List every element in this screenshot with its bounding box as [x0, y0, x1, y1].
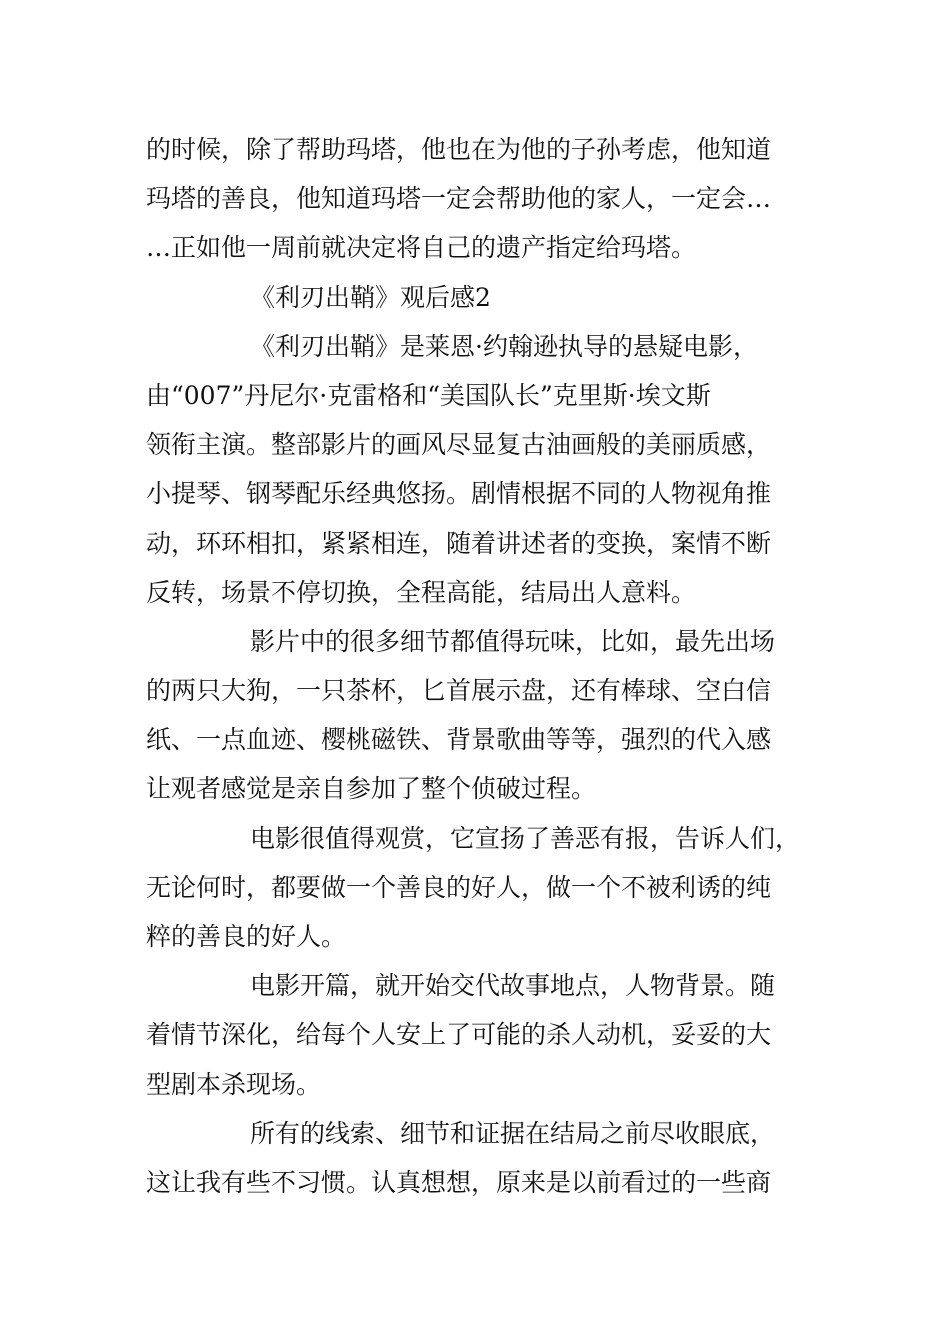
text-line: 反转，场景不停切换，全程高能，结局出人意料。 — [146, 577, 697, 607]
text-line: 纸、一点血迹、樱桃磁铁、背景歌曲等等，强烈的代入感 — [146, 725, 772, 755]
paragraph-first-line: 《利刃出鞘》是莱恩·约翰逊执导的悬疑电影， — [250, 331, 758, 361]
paragraph-first-line: 所有的线索、细节和证据在结局之前尽收眼底， — [250, 1118, 776, 1148]
text-line: 的两只大狗，一只茶杯，匕首展示盘，还有棒球、空白信 — [146, 676, 772, 706]
text-line: 由“007”丹尼尔·克雷格和“美国队长”克里斯·埃文斯 — [146, 380, 711, 410]
text-line: 让观者感觉是亲自参加了整个侦破过程。 — [146, 774, 597, 804]
text-line: 动，环环相扣，紧紧相连，随着讲述者的变换，案情不断 — [146, 528, 772, 558]
text-line: 领衔主演。整部影片的画风尽显复古油画般的美丽质感， — [146, 430, 772, 460]
document-body — [146, 125, 818, 1207]
paragraph-first-line: 《利刃出鞘》观后感2 — [250, 282, 491, 312]
text-line: 型剧本杀现场。 — [146, 1069, 322, 1099]
text-line: 着情节深化，给每个人安上了可能的杀人动机，妥妥的大 — [146, 1020, 772, 1050]
paragraph-first-line: 电影开篇，就开始交代故事地点，人物背景。随 — [250, 971, 776, 1001]
paragraph-first-line: 影片中的很多细节都值得玩味，比如，最先出场 — [250, 626, 776, 656]
text-line: 粹的善良的好人。 — [146, 922, 347, 951]
text-line: 无论何时，都要做一个善良的好人，做一个不被利诱的纯 — [146, 872, 772, 902]
text-line: 这让我有些不习惯。认真想想，原来是以前看过的一些商 — [146, 1167, 772, 1197]
text-line: …正如他一周前就决定将自己的遗产指定给玛塔。 — [146, 233, 697, 263]
text-line: 的时候，除了帮助玛塔，他也在为他的子孙考虑，他知道 — [146, 135, 772, 164]
text-line: 小提琴、钢琴配乐经典悠扬。剧情根据不同的人物视角推 — [146, 479, 772, 509]
text-line: 玛塔的善良，他知道玛塔一定会帮助他的家人，一定会… — [146, 184, 772, 214]
paragraph-first-line: 电影很值得观赏，它宣扬了善恶有报，告诉人们， — [250, 823, 801, 853]
